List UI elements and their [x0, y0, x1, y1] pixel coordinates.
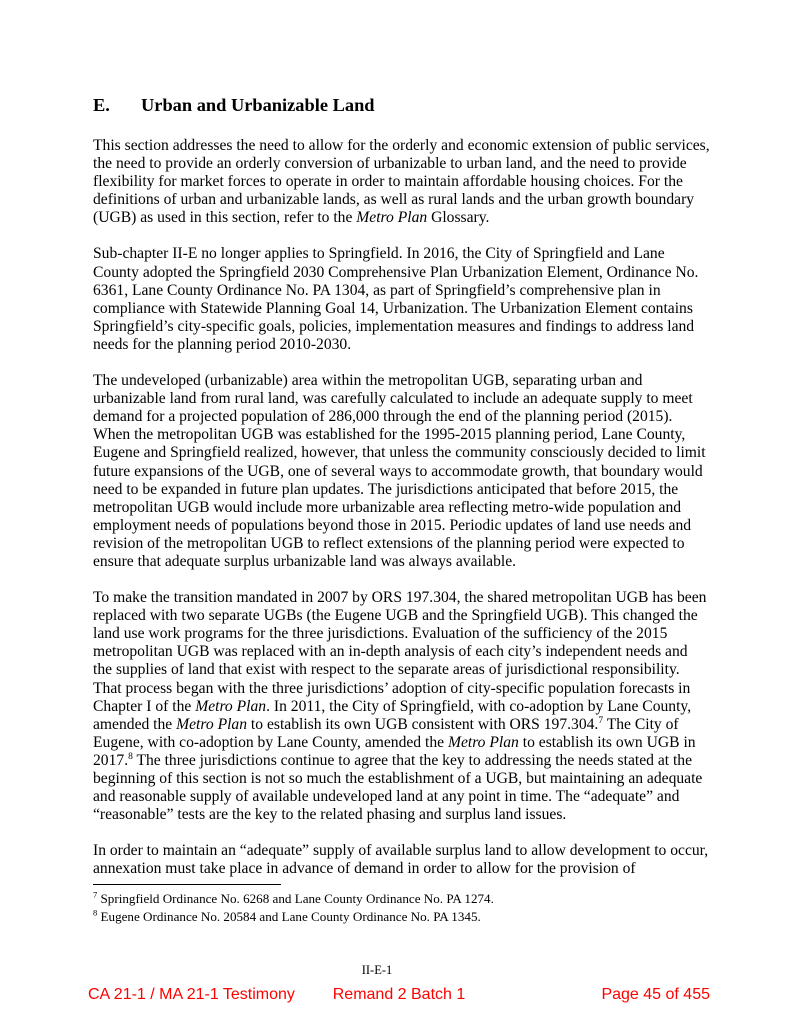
- section-letter: E.: [93, 95, 110, 115]
- italic-metro-plan: Metro Plan: [447, 733, 519, 751]
- text-run: . In 2011, the City of Springfield, with co-adoption by Lane County, amended the: [93, 697, 692, 733]
- stamp-testimony-label: CA 21-1 / MA 21-1 Testimony: [88, 986, 295, 1003]
- footnote-separator-rule: [93, 884, 281, 885]
- bates-stamp-row: [88, 985, 710, 1005]
- footnote-8: [93, 908, 710, 926]
- footnote-marker: 8: [93, 907, 98, 918]
- text-run: The three jurisdictions continue to agree that the key to addressing the needs stated at the beginning of this section is not so much the establishment of a UGB, but maintaining an adequate and reasonable supply of available undeveloped land at any point in time. The “adequate” and “reasonable” tests are the key to the related phasing and surplus land issues.: [93, 751, 703, 824]
- text-run: Sub-chapter II-E no longer applies to Springfield. In 2016, the City of Springfield and Lane County adopted the Springfield 2030 Comprehensive Plan Urbanization Element, Ordinance No. 6361, Lane County Ordinance No. PA 1304, as part of Springfield’s comprehensive plan in compliance with Statewide Planning Goal 14, Urbanization. The Urbanization Element contains Springfield’s city-specific goals, policies, implementation measures and findings to address land needs for the planning period 2010-2030.: [93, 245, 699, 353]
- paragraph-5: [93, 842, 710, 878]
- section-heading: [93, 95, 710, 116]
- text-run: to establish its own UGB consistent with ORS 197.304.: [247, 715, 599, 733]
- text-run: The City of Eugene, with co-adoption by Lane County, amended the: [93, 715, 679, 751]
- text-run: to establish its own UGB in 2017.: [93, 733, 696, 769]
- text-run: The undeveloped (urbanizable) area within the metropolitan UGB, separating urban and urbanizable land from rural land, was carefully calculated to include an adequate supply to meet demand for a projected population of 286,000 through the end of the planning period (2015). When the metropolitan UGB was established for the 1995-2015 planning period, Lane County, Eugene and Springfield realized, however, that unless the community consciously decided to limit future expansions of the UGB, one of several ways to accommodate growth, that boundary would need to be expanded in future plan updates. The jurisdictions anticipated that before 2015, the metropolitan UGB would include more urbanizable area reflecting metro-wide population and employment needs of populations beyond those in 2015. Periodic updates of land use needs and revision of the metropolitan UGB to reflect extensions of the planning period were expected to ensure that adequate surplus urbanizable land was always available.: [93, 372, 706, 570]
- paragraph-4: [93, 589, 710, 824]
- text-run: Glossary.: [427, 209, 490, 227]
- italic-metro-plan: Metro Plan: [356, 209, 428, 227]
- footnote-text: Eugene Ordinance No. 20584 and Lane County Ordinance No. PA 1345.: [97, 908, 481, 924]
- stamp-page-count: Page 45 of 455: [601, 986, 710, 1003]
- text-run: In order to maintain an “adequate” supply of available surplus land to allow development to occur, annexation must take place in advance of demand in order to allow for the provision of: [93, 842, 709, 878]
- footnote-7: [93, 890, 710, 908]
- text-run: To make the transition mandated in 2007 by ORS 197.304, the shared metropolitan UGB has been replaced with two separate UGBs (the Eugene UGB and the Springfield UGB). This changed the land use work programs for the three jurisdictions. Evaluation of the sufficiency of the 2015 metropolitan UGB was replaced with an in-depth analysis of each city’s independent needs and the supplies of land that exist with respect to the separate areas of jurisdictional responsibility. That process began with the three jurisdictions’ adoption of city-specific population forecasts in Chapter I of the: [93, 589, 707, 715]
- page-content: [93, 95, 710, 925]
- footnote-reference-8: 8: [128, 751, 133, 762]
- paragraph-2: [93, 245, 710, 354]
- paragraph-1: [93, 137, 710, 227]
- footnote-text: Springfield Ordinance No. 6268 and Lane County Ordinance No. PA 1274.: [97, 891, 494, 907]
- italic-metro-plan: Metro Plan: [176, 715, 248, 733]
- text-run: This section addresses the need to allow for the orderly and economic extension of public services, the need to provide an orderly conversion of urbanizable to urban land, and the need to provide flexibility for market forces to operate in order to maintain affordable housing choices. For the definitions of urban and urbanizable lands, as well as rural lands and the urban growth boundary (UGB) as used in this section, refer to the: [93, 137, 710, 227]
- section-title: Urban and Urbanizable Land: [141, 95, 375, 115]
- page-folio: II-E-1: [361, 963, 393, 977]
- paragraph-3: [93, 372, 710, 571]
- footnote-reference-7: 7: [598, 715, 604, 726]
- italic-metro-plan: Metro Plan: [195, 697, 267, 715]
- stamp-batch-label: Remand 2 Batch 1: [332, 986, 466, 1003]
- footnote-marker: 7: [93, 890, 98, 901]
